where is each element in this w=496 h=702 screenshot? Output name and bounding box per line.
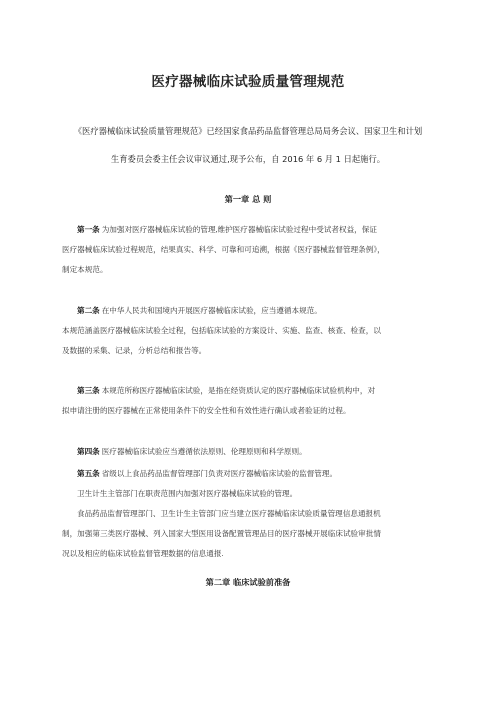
chapter-1-heading: 第一章 总 则 [224,194,272,204]
article-5 [62,464,434,564]
article-3-line-1 [62,381,434,401]
article-2-label: 第二条 [77,306,100,315]
article-1-text-2: 医疗器械临床试验过程规范，结果真实、科学、可靠和可追溯，根据《医疗器械监督管理条例》， [62,245,385,254]
article-5-text-3: 食品药品监督管理部门、卫生计生主管部门应当建立医疗器械临床试验质量管理信息通报机 [77,509,381,518]
intro-line-1: 《医疗器械临床试验质量管理规范》已经国家食品药品监督管理总局局务会议、国家卫生和计划 [73,126,423,136]
article-1-label: 第一条 [77,225,100,234]
article-5-text-5: 况以及相应的临床试验监督管理数据的信息通报. [62,549,224,558]
article-4-label: 第四条 [77,447,100,456]
article-1 [62,220,434,280]
article-1-text-1: 为加强对医疗器械临床试验的管理,维护医疗器械临床试验过程中受试者权益，保证 [101,225,377,234]
article-2-text-2: 本规范涵盖医疗器械临床试验全过程，包括临床试验的方案设计、实施、监查、核查、检查，以 [62,326,381,335]
article-3-text-1: 本规范所称医疗器械临床试验，是指在经资质认定的医疗器械临床试验机构中，对 [101,386,376,395]
article-4 [62,442,434,462]
article-2-text-3: 及数据的采集、记录，分析总结和报告等。 [62,346,207,355]
article-5-text-1: 省级以上食品药品监督管理部门负责对医疗器械临床试验的监督管理。 [101,469,338,478]
chapter-2-heading: 第二章 临床试验前准备 [205,577,291,587]
article-4-text-1: 医疗器械临床试验应当遵循依法原则、伦理原则和科学原则。 [101,447,307,456]
article-2-line-1 [62,301,434,321]
article-5-text-4: 制，加强第三类医疗器械、列入国家大型医用设备配置管理品目的医疗器械开展临床试验审批情 [62,529,381,538]
article-3-label: 第三条 [77,386,100,395]
article-2 [62,301,434,361]
article-5-line-1 [62,464,434,484]
article-2-text-1: 在中华人民共和国境内开展医疗器械临床试验，应当遵循本规范。 [101,306,322,315]
article-4-line-1 [62,442,434,462]
article-3-text-2: 拟申请注册的医疗器械在正常使用条件下的安全性和有效性进行确认或者验证的过程。 [62,406,351,415]
document-title: 医疗器械临床试验质量管理规范 [151,74,345,90]
article-1-line-1 [62,220,434,240]
intro-line-2: 生育委员会委主任会议审议通过,现予公布，自 2016 年 6 月 1 日起施行。 [110,154,386,164]
article-1-text-3: 制定本规范。 [62,265,108,274]
article-5-label: 第五条 [77,469,100,478]
article-5-text-2: 卫生计生主管部门在职责范围内加强对医疗器械临床试验的管理。 [77,489,298,498]
article-3 [62,381,434,421]
